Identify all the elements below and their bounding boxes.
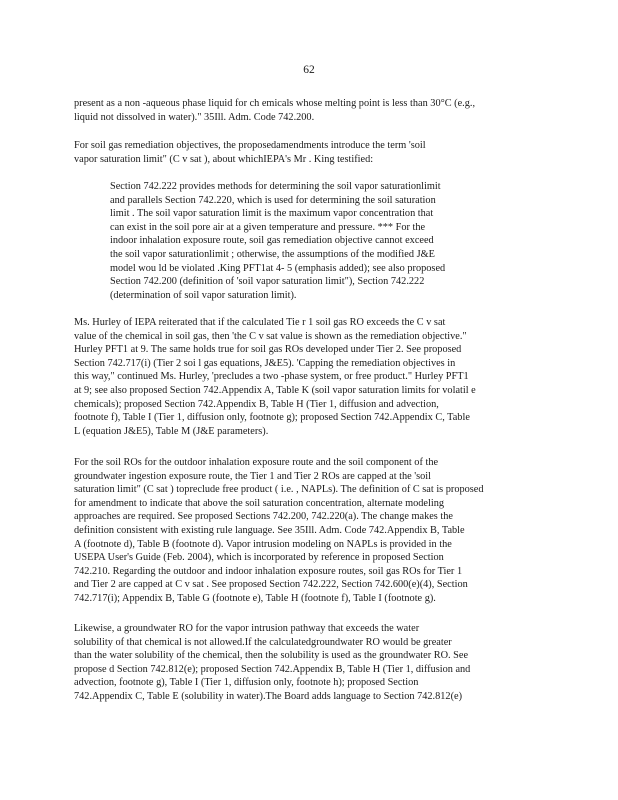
text-line: propose d Section 742.812(e); proposed Section 742.Appendix B, Table H (Tier 1, diffusion and (74, 663, 471, 675)
text-line: Section 742.200 (definition of 'soil vapor saturation limit"), Section 742.222 (110, 276, 425, 288)
paragraph-3 (74, 316, 544, 438)
paragraph-4 (74, 456, 544, 606)
text-line: groundwater ingestion exposure route, the Tier 1 and Tier 2 ROs are capped at the 'soil (74, 470, 432, 482)
text-line: liquid not dissolved in water)." 35Ill. Adm. Code 742.200. (74, 111, 315, 123)
text-line: indoor inhalation exposure route, soil gas remediation objective cannot exceed (110, 235, 434, 247)
text-line: saturation limit" (C sat ) topreclude free product ( i.e. , NAPLs). The definition of C sat is proposed (74, 484, 484, 496)
text-line: chemicals); proposed Section 742.Appendix B, Table H (Tier 1, diffusion and advection, (74, 398, 439, 410)
text-line: can exist in the soil pore air at a given temperature and pressure. *** For the (110, 221, 426, 233)
text-line: Hurley PFT1 at 9. The same holds true for soil gas ROs developed under Tier 2. See proposed (74, 344, 462, 356)
text-line: present as a non -aqueous phase liquid for ch emicals whose melting point is less than 30°C (e.g., (74, 98, 476, 109)
text-line: approaches are required. See proposed Sections 742.200, 742.220(a). The change makes the (74, 511, 453, 523)
text-line: Likewise, a groundwater RO for the vapor intrusion pathway that exceeds the water (74, 623, 420, 634)
text-line: vapor saturation limit" (C v sat ), about whichIEPA's Mr . King testified: (74, 153, 374, 165)
text-line: advection, footnote g), Table I (Tier 1, diffusion only, footnote h); proposed Section (74, 677, 419, 689)
text-line: solubility of that chemical is not allowed.If the calculatedgroundwater RO would be greater (74, 636, 452, 648)
text-line: Section 742.717(i) (Tier 2 soi l gas equations, J&E5). 'Capping the remediation objectives in (74, 357, 456, 369)
text-line: footnote f), Table I (Tier 1, diffusion only, footnote g); proposed Section 742.Appendix C, Table (74, 412, 470, 424)
text-line: for amendment to indicate that above the soil saturation concentration, alternate modeling (74, 497, 444, 509)
text-line: value of the chemical in soil gas, then 'the C v sat value is shown as the remediation objective." (74, 330, 467, 342)
text-line: 742.717(i); Appendix B, Table G (footnote e), Table H (footnote f), Table I (footnote g). (74, 592, 436, 604)
block-quote (110, 180, 510, 302)
text-line: Section 742.222 provides methods for determining the soil vapor saturationlimit (110, 181, 441, 192)
text-line: L (equation J&E5), Table M (J&E parameters). (74, 425, 269, 437)
text-line: (determination of soil vapor saturation limit). (110, 289, 297, 301)
paragraph-2 (74, 139, 544, 166)
text-line: limit . The soil vapor saturation limit is the maximum vapor concentration that (110, 208, 434, 220)
paragraph-1 (74, 97, 544, 124)
text-line: For soil gas remediation objectives, the proposedamendments introduce the term 'soil (74, 140, 426, 151)
text-line: the soil vapor saturationlimit ; otherwise, the assumptions of the modified J&E (110, 248, 435, 260)
text-line: A (footnote d), Table B (footnote d). Vapor intrusion modeling on NAPLs is provided in the (74, 538, 452, 550)
text-line: model wou ld be violated .King PFT1at 4- 5 (emphasis added); see also proposed (110, 262, 446, 274)
page-number: 62 (303, 64, 315, 76)
text-line: and parallels Section 742.220, which is used for determining the soil saturation (110, 194, 436, 206)
text-line: 742.Appendix C, Table E (solubility in water).The Board adds language to Section 742.812(e) (74, 690, 462, 702)
text-line: and Tier 2 are capped at C v sat . See proposed Section 742.222, Section 742.600(e)(4), Section (74, 579, 468, 591)
text-line: than the water solubility of the chemical, then the solubility is used as the groundwater RO. See (74, 650, 469, 662)
text-line: Ms. Hurley of IEPA reiterated that if the calculated Tie r 1 soil gas RO exceeds the C v sat (74, 317, 446, 328)
text-line: 742.210. Regarding the outdoor and indoor inhalation exposure routes, soil gas ROs for Tier 1 (74, 565, 463, 577)
text-line: USEPA User's Guide (Feb. 2004), which is incorporated by reference in proposed Section (74, 552, 444, 564)
text-line: For the soil ROs for the outdoor inhalation exposure route and the soil component of the (74, 457, 439, 468)
text-line: definition consistent with existing rule language. See 35Ill. Adm. Code 742.Appendix B, Table (74, 524, 465, 536)
paragraph-5 (74, 622, 544, 704)
text-line: this way," continued Ms. Hurley, 'precludes a two -phase system, or free product." Hurley PFT1 (74, 371, 469, 383)
text-line: at 9; see also proposed Section 742.Appendix A, Table K (soil vapor saturation limits for volatil e (74, 384, 476, 396)
